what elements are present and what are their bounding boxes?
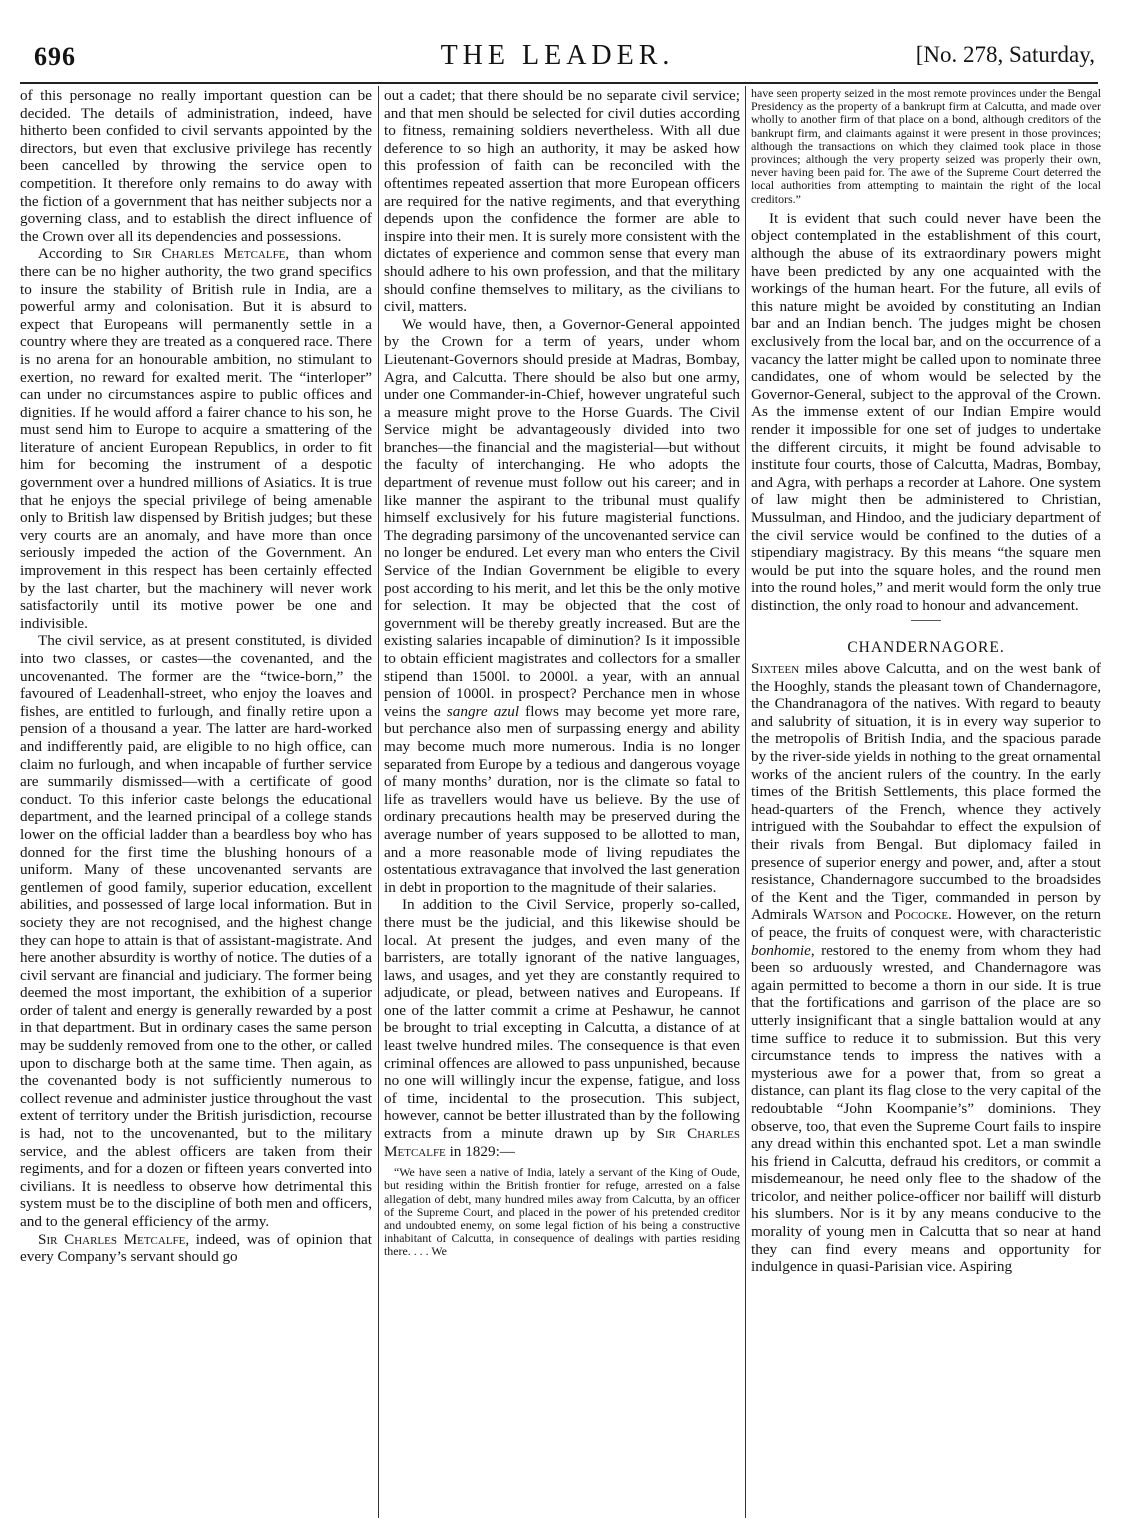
italic-phrase: bonhomie xyxy=(751,941,811,959)
lead-word: Sixteen xyxy=(751,660,800,678)
column-divider xyxy=(378,86,379,1518)
text-run: , indeed, was of opinion that every Company’s servant should go xyxy=(20,1230,372,1266)
header-rule xyxy=(20,82,1098,84)
text-run: , than whom there can be no higher authority, the two grand specifics to insure the stability of British rule in India, are a powerful army and colonisation. But it is absurd to expect that Europeans will permanently settle in a country where they are treated as a conquered race. There is no arena for an honourable ambition, no stimulant to exertion, no reward for exalted merit. The “interloper” can under no circumstances aspire to public offices and dignities. If he would afford a fairer chance to his son, he must send him to Europe to acquire a smattering of the literature of ancient European Republics, in order to fit him for becoming the instrument of a despotic government over a hundred millions of Asiatics. It is true that he enjoys the special privilege of being amenable only to British law dispensed by British judges; but these very courts are an anomaly, and have more than once seriously impeded the action of the Government. An improvement in this respect has been certainly effected by the last charter, but the machinery will never work satisfactorily until its motive power be one and indivisible. xyxy=(20,245,372,632)
column-3 xyxy=(751,87,1101,1517)
text-run: We would have, then, a Governor-General appointed by the Crown for a term of years, under whom Lieutenant-Governors should preside at Madras, Bombay, Agra, and Calcutta. There should be also but one army, under one Commander-in-Chief, however ungrateful such a measure might prove to the Horse Guards. The Civil Service might be advantageously divided into two branches—the financial and the magisterial—but without the faculty of interchanging. He who adopts the department of revenue must follow out his career; and in like manner the aspirant to the tribunal must qualify himself exclusively for his future magisterial functions. The degrading parsimony of the uncovenanted service can no longer be endured. Let every man who enters the Civil Service of the Indian Government be eligible to every post according to his merit, and let this be the only motive for selection. It may be objected that the cost of government will be thereby greatly increased. But are the existing salaries incapable of diminution? Is it impossible to obtain efficient magistrates and collectors for a smaller stipend than 1500l. to 2000l. a year, with an annual pension of 1000l. in prospect? Perchance men in whose veins the xyxy=(384,315,740,720)
text-run: According to xyxy=(38,245,133,263)
paragraph xyxy=(20,1231,372,1266)
text-run: miles above Calcutta, and on the west bank of the Hooghly, stands the pleasant town of Chandernagore, the Chandranagora of the natives. With regard to beauty and salubrity of situation, it is in every way superior to the metropolis of British India, and the spacious parade by the river-side yields in nothing to the great ornamental works of the ancient rulers of the country. In the early times of the British Settlements, this place formed the head-quarters of the French, whence they actively intrigued with the Soubahdar to effect the expulsion of their rivals from Bengal. But diplomacy failed in presence of superior energy and power, and, after a stout resistance, Chandernagore succumbed to the broadsides of the Kent and the Tiger, commanded in person by Admirals xyxy=(751,660,1101,924)
paragraph xyxy=(20,245,372,632)
text-run: In addition to the Civil Service, properly so-called, there must be the judicial, and this likewise should be local. At present the judges, and even many of the barristers, are totally ignorant of the native languages, laws, and usages, and yet they are constantly required to adjudicate, or plead, between natives and Europeans. If one of the latter commit a crime at Peshawur, he cannot be brought to trial excepting in Calcutta, a distance of at least twelve hundred miles. The consequence is that even criminal offences are allowed to pass unpunished, because no one will willingly incur the expense, fatigue, and loss of time, incidental to the prosecution. This subject, however, cannot be better illustrated than by the following extracts from a minute drawn up by xyxy=(384,896,740,1143)
quoted-extract: have seen property seized in the most remote provinces under the Bengal Presidency as the property of a bankrupt firm at Calcutta, and made over wholly to another firm of that place on a bond, although creditors of the bankrupt firm, and claimants against it were present in those provinces; although the transactions on which they claimed took place in those provinces; although the very property seized was properly their own, never having been paid for. The awe of the Supreme Court deterred the local authorities from attempting to maintain the right of the local creditors.” xyxy=(751,87,1101,206)
issue-label: [No. 278, Saturday, xyxy=(915,42,1095,67)
section-separator xyxy=(911,620,941,621)
paragraph xyxy=(384,896,740,1160)
page-number: 696 xyxy=(34,42,76,71)
text-run: . However, on the return of peace, the fruits of conquest were, with characteristic xyxy=(751,906,1101,941)
column-1 xyxy=(20,87,372,1517)
paragraph: The civil service, as at present constituted, is divided into two classes, or castes—the covenanted, and the uncovenanted. The former are the “twice-born,” the favoured of Leadenhall-street, who enjoy the loaves and fishes, are entitled to furlough, and finally retire upon a pension of a thousand a year. The latter are hard-worked and indifferently paid, are eligible to no high office, can claim no furlough, and when incapable of further service are summarily dismissed—with a certificate of good conduct. To this inferior caste belongs the educational department, and the learned principal of a college stands lower on the official ladder than a beardless boy who has donned for the first time the blushing honours of a uniform. Many of these uncovenanted servants are gentlemen of good family, superior education, excellent abilities, and possessed of large local information. But in society they are not recognised, and the highest change they can hope to attain is that of assistant-magistrate. And here another absurdity is worthy of notice. The duties of a civil servant are financial and judiciary. The former being deemed the most important, the exhibition of a superior order of talent and energy is generally rewarded by a post in that department. But in ordinary cases the same person may be suddenly removed from one to the other, or called upon to discharge both at the same time. Then again, as the covenanted body is not sufficiently numerous to collect revenue and administer justice throughout the vast extent of territory under the British jurisdiction, recourse is had, not to the uncovenanted, but to the military service, and the ablest officers are taken from their regiments, and for a dozen or fifteen years converted into civilians. It is needless to observe how detrimental this system must be to the discipline of both men and officers, and to the general efficiency of the army. xyxy=(20,632,372,1230)
paragraph: out a cadet; that there should be no separate civil service; and that men should be selected for civil duties according to fitness, remaining soldiers nevertheless. With all due deference to so high an authority, it may be asked how this profession of faith can be reconciled with the oftentimes repeated assertion that more European officers are required for the native regiments, and that everything depends upon the confidence the former are able to inspire into their men. It is surely more consistent with the dictates of experience and common sense that every man should adhere to his own profession, and that the military should confine themselves to military, as the civilians to civil, matters. xyxy=(384,87,740,316)
person-name: Sir Charles Metcalfe xyxy=(384,1125,740,1160)
paragraph xyxy=(384,316,740,897)
text-run: , restored to the enemy from whom they had been so arduously wrested, and Chandernagore was again permitted to become a thorn in our side. It is true that the fortifications and garrison of the place are so utterly insignificant that a single battalion would at any time suffice to reduce it to submission. But this very circumstance tends to impress the natives with a mysterious awe for a power that, from so great a distance, can plant its flag close to the very capital of the redoubtable “John Koompanie’s” dominions. They observe, too, that even the Supreme Court fails to inspire any dread within this enchanted spot. Let a man swindle his friend in Calcutta, defraud his creditors, or commit a misdemeanour, he need only flee to the shadow of the tricolor, and neither police-officer nor bailiff will disturb his slumbers. Nor is it by any means conducive to the morality of young men in Calcutta that so near at hand they can find every means and opportunity for indulgence in quasi-Parisian vice. Aspiring xyxy=(751,941,1101,1276)
column-divider xyxy=(745,86,746,1518)
page-header xyxy=(20,40,1095,80)
quoted-extract: “We have seen a native of India, lately a servant of the King of Oude, but residing within the British frontier for refuge, arrested on a false allegation of debt, many hundred miles away from Calcutta, by an officer of the Supreme Court, and placed in the power of his pretended creditor and undoubted enemy, on some legal fiction of his being a constructive inhabitant of Calcutta, in consequence of dealings with parties residing there. . . . We xyxy=(384,1165,740,1259)
text-run: in 1829:— xyxy=(445,1142,515,1160)
person-name: Watson xyxy=(812,906,863,924)
person-name: Sir Charles Metcalfe xyxy=(132,245,286,263)
person-name: Sir Charles Metcalfe xyxy=(38,1230,186,1248)
paragraph: of this personage no really important question can be decided. The details of administration, indeed, have hitherto been confided to civil servants appointed by the directors, but even that exclusive privilege has recently been cancelled by throwing the service open to competition. It therefore only remains to do away with the fiction of a government that has neither subjects nor a governing class, and to establish the direct influence of the Crown over all its dependencies and possessions. xyxy=(20,87,372,245)
masthead-title: THE LEADER. xyxy=(440,40,675,71)
paragraph xyxy=(751,660,1101,1276)
column-2 xyxy=(384,87,740,1517)
italic-phrase: sangre azul xyxy=(446,702,520,720)
paragraph: It is evident that such could never have been the object contemplated in the establishment of this court, although the abuse of its extraordinary powers might have been predicted by any one acquainted with the workings of the human heart. For the future, all evils of this nature might be avoided by constituting an Indian bar and an Indian bench. The judges might be chosen exclusively from the local bar, and on the occurrence of a vacancy the latter might be called upon to nominate three candidates, one of whom would be selected by the Governor-General, subject to the approval of the Crown. As the immense extent of our Indian Empire would render it impossible for one set of judges to undertake the different circuits, it might be found advisable to institute four courts, those of Calcutta, Madras, Bombay, and Agra, with perhaps a recorder at Lahore. One system of law might then be administered to Christian, Mussulman, and Hindoo, and the judiciary department of the civil service would be confined to the duties of a stipendiary magistracy. By this means “the square men would be put into the square holes, and the round men into the round holes,” and merit would form the only true distinction, the only road to honour and advancement. xyxy=(751,209,1101,614)
text-run: and xyxy=(862,906,895,924)
person-name: Pococke xyxy=(894,906,949,924)
text-run: flows may become yet more rare, but perchance also men of surpassing energy and ability may become much more numerous. India is no longer separated from Europe by a tedious and dangerous voyage of many months’ duration, nor is the climate so fatal to life as travellers would have us believe. By the use of ordinary precautions health may be preserved during the average number of years supposed to be allotted to man, and a more reasonable mode of living repudiates the ostentatious extravagance that involved the last generation in debt in proportion to the magnitude of their salaries. xyxy=(384,702,740,896)
section-heading: CHANDERNAGORE. xyxy=(847,639,1005,657)
